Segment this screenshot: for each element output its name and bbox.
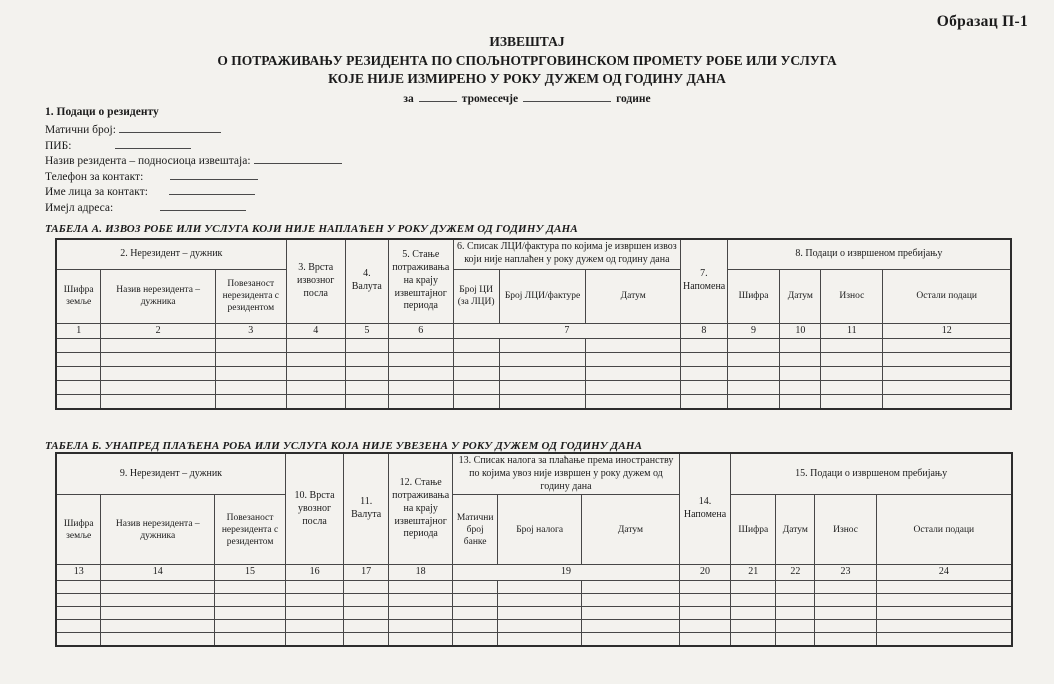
table-a-number-cell: 9 (727, 323, 780, 339)
table-a-number-cell: 2 (101, 323, 216, 339)
table-a-empty-row (56, 381, 1011, 395)
table-a-cell (680, 381, 727, 395)
table-a-cell (345, 395, 388, 409)
table-b-cell (815, 607, 876, 620)
table-b-cell (498, 581, 582, 594)
table-a-cell (727, 395, 780, 409)
table-a-header-cell: Шифра (727, 269, 780, 323)
table-a-cell (453, 395, 499, 409)
table-a-header-cell: Остали подаци (883, 269, 1011, 323)
table-a-cell (821, 395, 883, 409)
resident-field-row (45, 200, 342, 216)
table-b-cell (582, 594, 680, 607)
table-a-header-cell: Повезаност нерезидента с резидентом (215, 269, 286, 323)
table-b-cell (776, 594, 815, 607)
table-a-cell (821, 381, 883, 395)
table-b-number-cell: 13 (56, 565, 101, 581)
table-b-header-cell: 10. Врста увозног посла (285, 453, 343, 565)
table-b-header-cell: Датум (582, 495, 680, 565)
resident-field-label: Име лица за контакт: (45, 186, 148, 199)
table-b-number-cell: 18 (389, 565, 453, 581)
table-a-cell (499, 395, 586, 409)
table-b-cell (776, 607, 815, 620)
report-period-line (0, 91, 1054, 108)
table-b-cell (498, 620, 582, 633)
table-a-cell (215, 367, 286, 381)
table-a-cell (499, 353, 586, 367)
table-b-number-cell: 16 (285, 565, 343, 581)
table-b-empty-row (56, 607, 1012, 620)
table-a-cell (345, 339, 388, 353)
table-a-empty-row (56, 353, 1011, 367)
table-a-cell (388, 353, 453, 367)
table-a-cell (821, 339, 883, 353)
table-a-header-cell: 7. Напомена (680, 239, 727, 323)
table-a-cell (101, 395, 216, 409)
table-b-cell (453, 594, 498, 607)
table-b-title: ТАБЕЛА Б. УНАПРЕД ПЛАЋЕНА РОБА ИЛИ УСЛУГА КОЈА НИЈЕ УВЕЗЕНА У РОКУ ДУЖЕМ ОД ГОДИНУ ДАНА (45, 440, 643, 452)
table-a-cell (215, 339, 286, 353)
resident-section-heading: 1. Подаци о резиденту (45, 106, 159, 118)
table-b-empty-row (56, 633, 1012, 646)
period-middle: тромесечје (461, 92, 519, 105)
table-a-cell (56, 395, 101, 409)
table-b-number-cell: 15 (215, 565, 286, 581)
table-a-cell (388, 339, 453, 353)
table-a-cell (780, 395, 821, 409)
table-a-cell (286, 367, 345, 381)
table-a-cell (345, 381, 388, 395)
table-b-cell (731, 620, 776, 633)
table-a-empty-row (56, 339, 1011, 353)
resident-field-label: Имејл адреса: (45, 201, 114, 214)
table-a-number-cell: 4 (286, 323, 345, 339)
table-b-cell (815, 581, 876, 594)
table-b-cell (679, 633, 731, 646)
table-a-number-cell: 12 (883, 323, 1011, 339)
table-b-cell (582, 581, 680, 594)
table-a-cell (680, 367, 727, 381)
table-a-number-cell: 11 (821, 323, 883, 339)
table-a-cell (883, 381, 1011, 395)
table-a-empty-row (56, 367, 1011, 381)
resident-field-blank (119, 122, 221, 133)
resident-field-blank (115, 138, 191, 149)
table-b-cell (582, 620, 680, 633)
table-b-cell (731, 607, 776, 620)
table-b-cell (344, 594, 389, 607)
table-a-header-cell: 3. Врста извозног посла (286, 239, 345, 323)
table-b-cell (876, 633, 1012, 646)
table-b-number-cell: 21 (731, 565, 776, 581)
quarter-blank (419, 92, 457, 102)
table-b-cell (815, 620, 876, 633)
resident-field-blank (170, 169, 258, 180)
table-a-cell (680, 395, 727, 409)
table-b-cell (215, 607, 286, 620)
table-b-header-cell: Износ (815, 495, 876, 565)
table-b-cell (876, 620, 1012, 633)
table-b-cell (389, 607, 453, 620)
table-a-cell (345, 353, 388, 367)
table-a (55, 238, 1012, 410)
table-a-cell (883, 367, 1011, 381)
table-b-cell (815, 633, 876, 646)
table-a-cell (586, 339, 681, 353)
table-a-cell (388, 367, 453, 381)
report-subtitle-line2: КОЈЕ НИЈЕ ИЗМИРЕНО У РОКУ ДУЖЕМ ОД ГОДИНУ ДАНА (328, 71, 726, 86)
table-b-cell (215, 594, 286, 607)
table-a-cell (453, 381, 499, 395)
table-a-cell (215, 353, 286, 367)
table-b-cell (679, 620, 731, 633)
table-b-cell (776, 581, 815, 594)
table-b-header-cell: Шифра земље (56, 495, 101, 565)
table-b-cell (101, 581, 215, 594)
table-a-number-cell: 3 (215, 323, 286, 339)
table-a-cell (101, 353, 216, 367)
table-b-cell (776, 620, 815, 633)
table-b-number-cell: 23 (815, 565, 876, 581)
table-b-cell (215, 581, 286, 594)
resident-field-row (45, 169, 342, 185)
table-b-cell (679, 581, 731, 594)
table-b-header-cell: Повезаност нерезидента с резидентом (215, 495, 286, 565)
table-b-empty-row (56, 620, 1012, 633)
table-b-number-cell: 20 (679, 565, 731, 581)
table-b-header-cell: Остали подаци (876, 495, 1012, 565)
table-b-header-cell: Матични број банке (453, 495, 498, 565)
table-b-cell (56, 620, 101, 633)
resident-field-blank (160, 200, 246, 211)
table-a-number-cell: 10 (780, 323, 821, 339)
table-a-cell (453, 339, 499, 353)
table-b-cell (344, 581, 389, 594)
table-b-cell (101, 607, 215, 620)
table-a-cell (286, 395, 345, 409)
table-a-cell (453, 367, 499, 381)
table-b-cell (344, 620, 389, 633)
table-a-header-cell: 4. Валута (345, 239, 388, 323)
table-b-cell (56, 633, 101, 646)
table-a-cell (727, 353, 780, 367)
resident-field-label: Матични број: (45, 124, 116, 136)
table-a-header-cell: Број ЦИ (за ЛЦИ) (453, 269, 499, 323)
table-a-cell (56, 339, 101, 353)
table-b-cell (56, 607, 101, 620)
table-a-header-cell: Назив нерезидента – дужника (101, 269, 216, 323)
resident-field-row (45, 122, 342, 138)
resident-field-label: Телефон за контакт: (45, 170, 144, 183)
table-b-cell (285, 581, 343, 594)
table-a-cell (680, 353, 727, 367)
table-b-number-cell: 24 (876, 565, 1012, 581)
table-b-cell (679, 607, 731, 620)
table-b-cell (215, 633, 286, 646)
resident-section (45, 106, 342, 216)
table-b (55, 452, 1013, 647)
table-a-number-cell: 6 (388, 323, 453, 339)
title-block (0, 33, 1054, 108)
table-a-cell (388, 381, 453, 395)
resident-field-row (45, 184, 342, 200)
table-a-number-cell: 1 (56, 323, 101, 339)
table-b-cell (453, 607, 498, 620)
report-subtitle-line1: О ПОТРАЖИВАЊУ РЕЗИДЕНТА ПО СПОЉНОТРГОВИНСКОМ ПРОМЕТУ РОБЕ ИЛИ УСЛУГА (217, 52, 837, 68)
table-a-cell (821, 367, 883, 381)
table-a-cell (453, 353, 499, 367)
table-a-cell (680, 339, 727, 353)
table-b-cell (101, 620, 215, 633)
table-b-number-cell: 17 (344, 565, 389, 581)
table-a-title: ТАБЕЛА А. ИЗВОЗ РОБЕ ИЛИ УСЛУГА КОЈИ НИЈЕ НАПЛАЋЕН У РОКУ ДУЖЕМ ОД ГОДИНУ ДАНА (45, 223, 578, 235)
table-a-cell (215, 381, 286, 395)
table-b-empty-row (56, 594, 1012, 607)
table-a-empty-row (56, 395, 1011, 409)
table-a-header-cell: 6. Списак ЛЦИ/фактура по којима је извршен извоз који није наплаћен у року дужем од годину дана (453, 239, 680, 269)
table-a-number-cell: 5 (345, 323, 388, 339)
table-b-cell (498, 607, 582, 620)
resident-fields (45, 122, 342, 216)
table-b-cell (389, 620, 453, 633)
resident-field-row (45, 153, 342, 169)
table-b-cell (453, 633, 498, 646)
table-a-cell (780, 381, 821, 395)
table-b-number-cell: 14 (101, 565, 215, 581)
table-a-cell (883, 353, 1011, 367)
table-a-cell (821, 353, 883, 367)
table-a-cell (499, 339, 586, 353)
table-b-cell (389, 594, 453, 607)
table-b-cell (582, 607, 680, 620)
table-a-cell (727, 339, 780, 353)
table-b-cell (101, 633, 215, 646)
table-b-cell (731, 594, 776, 607)
table-a-header-cell: Број ЛЦИ/фактуре (499, 269, 586, 323)
year-blank (523, 92, 611, 102)
table-b-cell (582, 633, 680, 646)
table-b-header-cell: 15. Подаци о извршеном пребијању (731, 453, 1012, 495)
table-a-number-cell: 8 (680, 323, 727, 339)
table-b-number-cell: 19 (453, 565, 680, 581)
table-b-cell (344, 633, 389, 646)
table-a-header-cell: Датум (780, 269, 821, 323)
table-a-cell (727, 367, 780, 381)
table-b-header-cell: 14. Напомена (679, 453, 731, 565)
table-b-cell (498, 633, 582, 646)
table-b-cell (215, 620, 286, 633)
table-b-header-cell: 11. Валута (344, 453, 389, 565)
table-b-cell (56, 581, 101, 594)
table-a-cell (780, 367, 821, 381)
table-b-cell (876, 594, 1012, 607)
table-b-cell (679, 594, 731, 607)
table-b-header-cell: 12. Стање потраживања на крају извештајног периода (389, 453, 453, 565)
table-b-cell (285, 620, 343, 633)
table-b-header-cell: 13. Списак налога за плаћање према иностранству по којима увоз није извршен у року дужем од годину дана (453, 453, 680, 495)
table-a-cell (286, 381, 345, 395)
table-a-header-cell: Датум (586, 269, 681, 323)
resident-field-label: ПИБ: (45, 139, 72, 152)
table-b-cell (731, 633, 776, 646)
table-b-cell (876, 607, 1012, 620)
table-a-cell (101, 381, 216, 395)
table-a-header-cell: 2. Нерезидент – дужник (56, 239, 286, 269)
table-a-cell (286, 339, 345, 353)
table-b-empty-row (56, 581, 1012, 594)
table-a-cell (101, 367, 216, 381)
resident-field-label: Назив резидента – подносиоца извештаја: (45, 155, 251, 168)
resident-field-blank (254, 153, 342, 164)
table-a-cell (56, 381, 101, 395)
table-b-cell (389, 581, 453, 594)
table-a-cell (883, 339, 1011, 353)
form-code: Образац П-1 (936, 13, 1028, 30)
resident-field-row (45, 138, 342, 154)
table-a-cell (727, 381, 780, 395)
table-b-header-cell: Шифра (731, 495, 776, 565)
resident-field-blank (169, 184, 255, 195)
table-a-cell (586, 353, 681, 367)
table-a-cell (56, 353, 101, 367)
table-b-cell (498, 594, 582, 607)
table-b-cell (876, 581, 1012, 594)
table-a-cell (388, 395, 453, 409)
table-b-cell (285, 633, 343, 646)
table-a-header-cell: Износ (821, 269, 883, 323)
table-a-header-cell: Шифра земље (56, 269, 101, 323)
table-b-header-cell: Број налога (498, 495, 582, 565)
period-suffix: године (616, 92, 651, 105)
table-b-header-cell: 9. Нерезидент – дужник (56, 453, 285, 495)
table-a-cell (499, 367, 586, 381)
table-b-cell (56, 594, 101, 607)
table-a-cell (883, 395, 1011, 409)
table-b-header-cell: Датум (776, 495, 815, 565)
table-a-cell (215, 395, 286, 409)
table-a-cell (780, 339, 821, 353)
table-b-cell (389, 633, 453, 646)
table-b-number-cell: 22 (776, 565, 815, 581)
table-b-header-cell: Назив нерезидента – дужника (101, 495, 215, 565)
table-a-number-cell: 7 (453, 323, 680, 339)
table-b-cell (453, 581, 498, 594)
table-b-cell (285, 607, 343, 620)
table-a-cell (286, 353, 345, 367)
table-a-cell (586, 395, 681, 409)
table-a-cell (101, 339, 216, 353)
table-a-cell (586, 367, 681, 381)
table-a-cell (499, 381, 586, 395)
table-a-cell (586, 381, 681, 395)
table-b-cell (101, 594, 215, 607)
table-b-cell (776, 633, 815, 646)
report-title: ИЗВЕШТАЈ (489, 34, 565, 49)
table-a-header-cell: 8. Подаци о извршеном пребијању (727, 239, 1011, 269)
table-a-cell (345, 367, 388, 381)
table-a-cell (56, 367, 101, 381)
table-a-cell (780, 353, 821, 367)
period-prefix: за (403, 92, 414, 105)
table-a-header-cell: 5. Стање потраживања на крају извештајног периода (388, 239, 453, 323)
table-b-cell (731, 581, 776, 594)
table-b-cell (344, 607, 389, 620)
table-b-cell (285, 594, 343, 607)
table-b-cell (453, 620, 498, 633)
table-b-cell (815, 594, 876, 607)
